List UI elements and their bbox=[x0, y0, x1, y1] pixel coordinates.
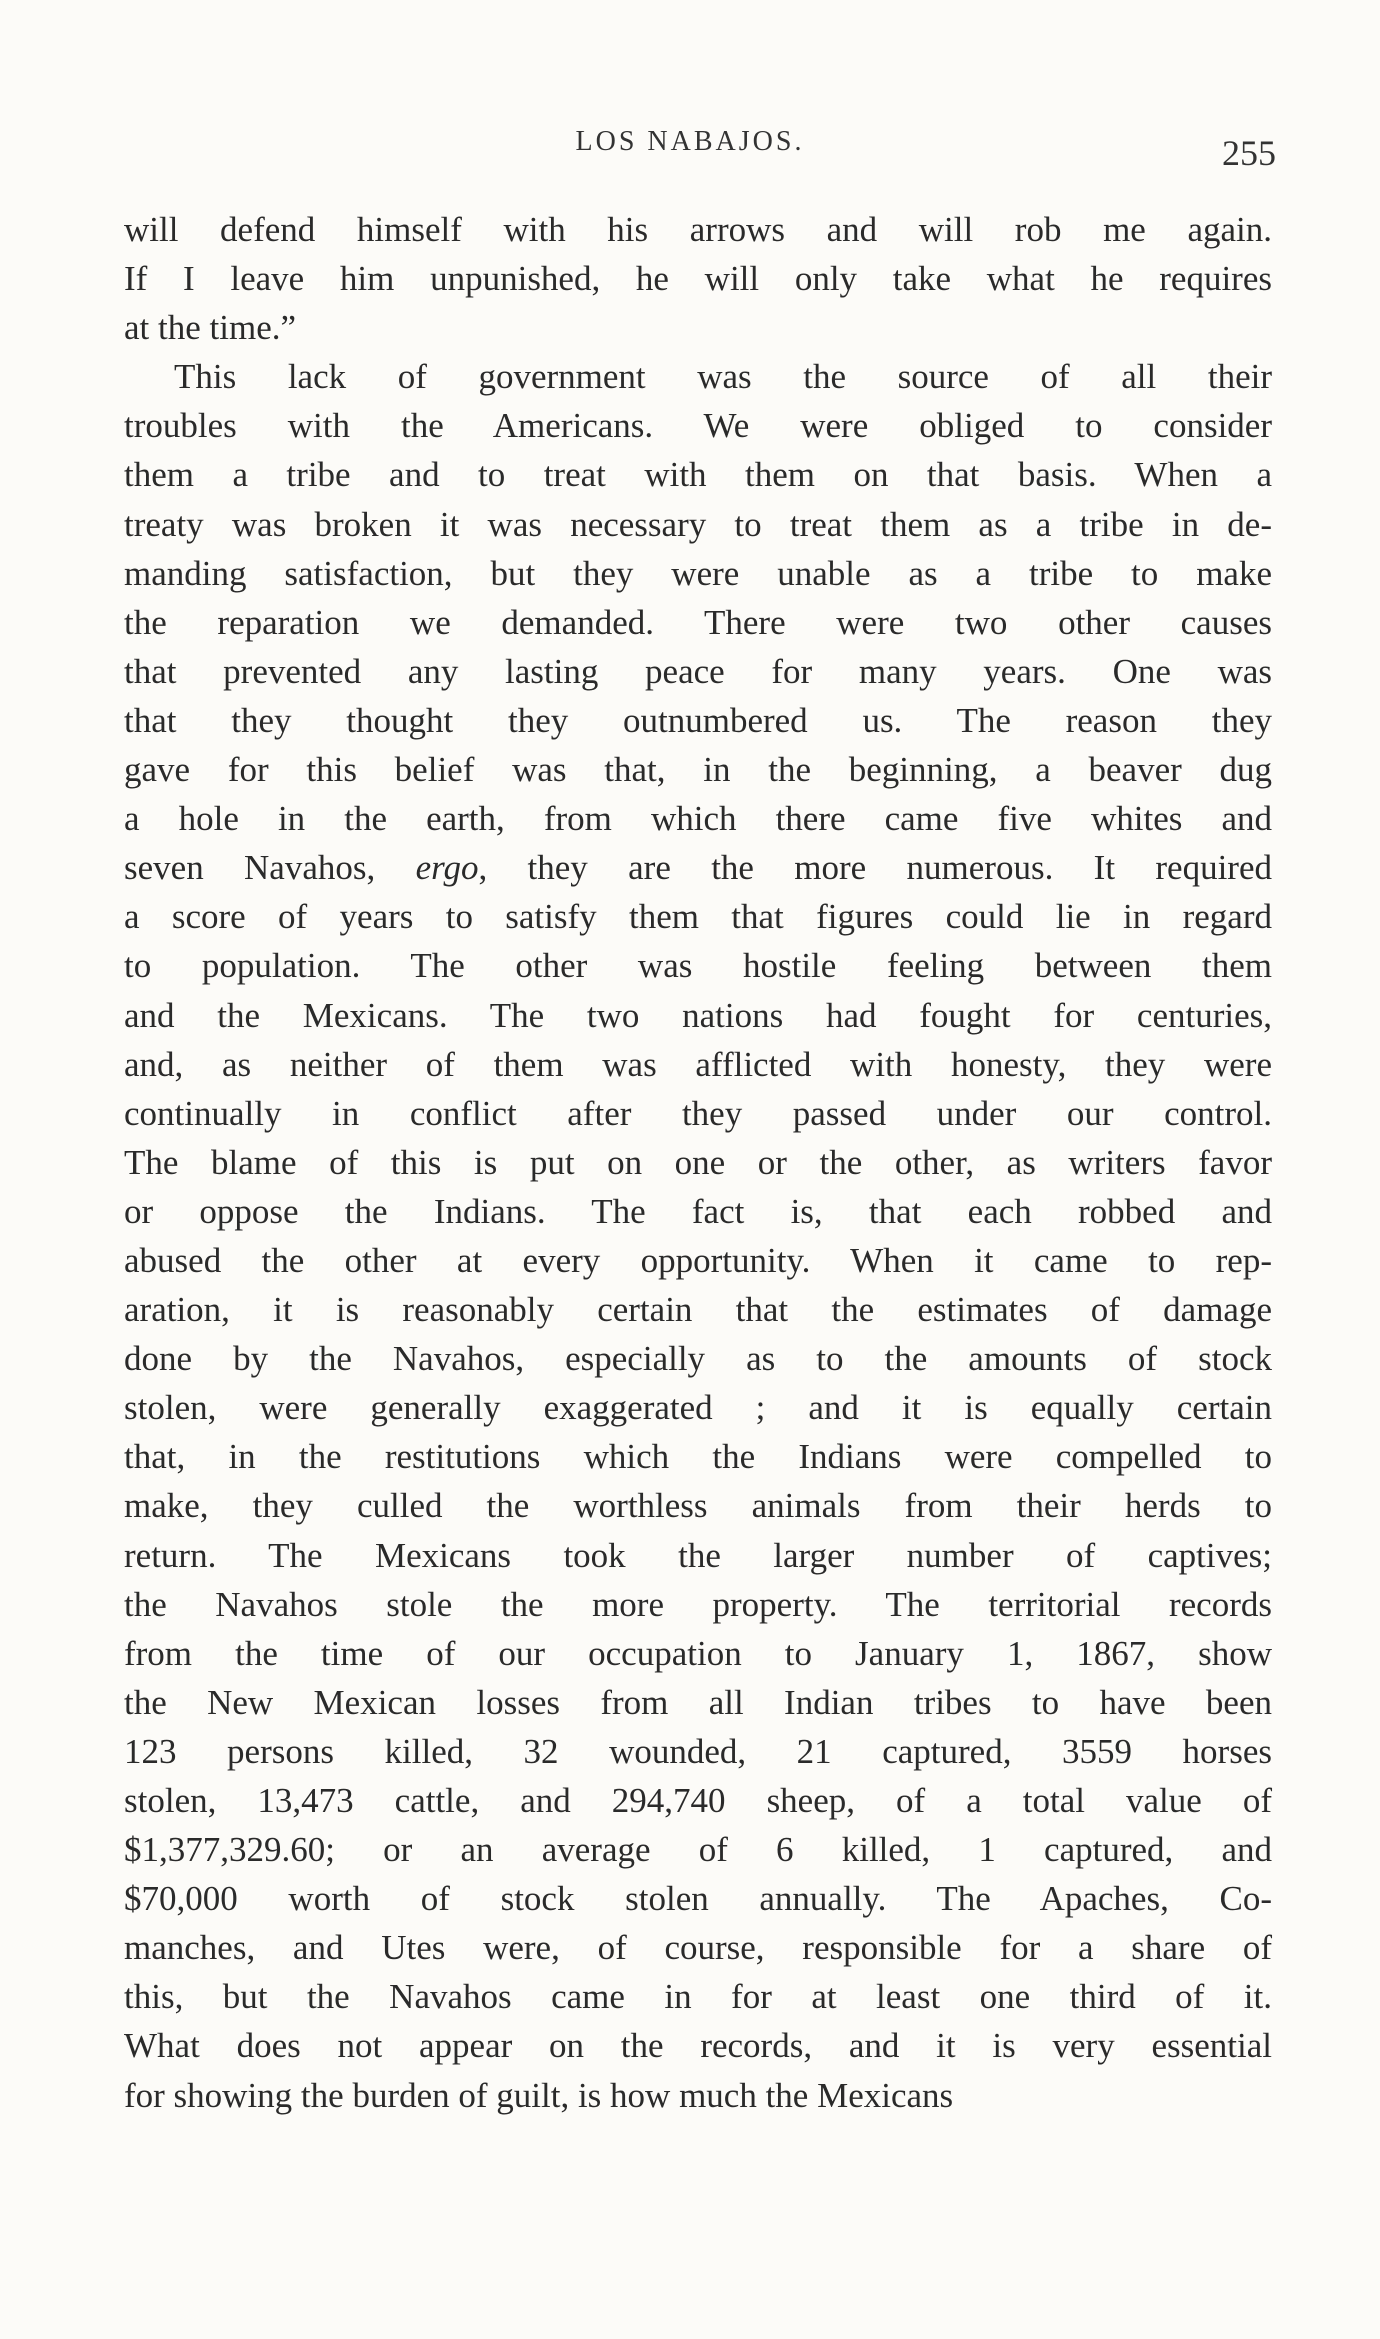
text-line: the New Mexican losses from all Indian tribes to have been bbox=[124, 1682, 1272, 1722]
running-head bbox=[0, 126, 1380, 173]
text-line: and, as neither of them was afflicted with honesty, they were bbox=[124, 1044, 1272, 1084]
text-line: The blame of this is put on one or the other, as writers favor bbox=[124, 1142, 1272, 1182]
text-line: them a tribe and to treat with them on that basis. When a bbox=[124, 455, 1272, 495]
text-line: this, but the Navahos came in for at least one third of it. bbox=[124, 1977, 1272, 2017]
text-line: that, in the restitutions which the Indians were compelled to bbox=[124, 1437, 1272, 1477]
text-line: $70,000 worth of stock stolen annually. The Apaches, Co- bbox=[124, 1879, 1272, 1919]
body-text bbox=[124, 205, 1272, 2120]
text-line: the reparation we demanded. There were two other causes bbox=[124, 602, 1272, 642]
text-line: that prevented any lasting peace for many years. One was bbox=[124, 651, 1272, 691]
text-line: a score of years to satisfy them that figures could lie in regard bbox=[124, 897, 1272, 937]
text-line: aration, it is reasonably certain that the estimates of damage bbox=[124, 1290, 1272, 1330]
text-line: done by the Navahos, especially as to the amounts of stock bbox=[124, 1339, 1272, 1379]
text-line: for showing the burden of guilt, is how much the Mexicans bbox=[124, 2075, 954, 2115]
text-line: stolen, were generally exaggerated ; and it is equally certain bbox=[124, 1388, 1272, 1428]
text-line: This lack of government was the source of all their bbox=[174, 357, 1272, 397]
page-number: 255 bbox=[1222, 133, 1276, 173]
text-line: If I leave him unpunished, he will only take what he requires bbox=[124, 259, 1272, 299]
text-line: return. The Mexicans took the larger number of captives; bbox=[124, 1535, 1272, 1575]
text-line: or oppose the Indians. The fact is, that each robbed and bbox=[124, 1191, 1272, 1231]
text-line: treaty was broken it was necessary to treat them as a tribe in de- bbox=[124, 504, 1272, 544]
text-line: and the Mexicans. The two nations had fought for centuries, bbox=[124, 995, 1272, 1035]
text-line: to population. The other was hostile feeling between them bbox=[124, 946, 1272, 986]
text-line: continually in conflict after they passed under our control. bbox=[124, 1093, 1272, 1133]
text-line: a hole in the earth, from which there came five whites and bbox=[124, 799, 1272, 839]
text-line: gave for this belief was that, in the beginning, a beaver dug bbox=[124, 750, 1272, 790]
line-text: , they are the more numerous. It required bbox=[478, 848, 1272, 888]
text-line: make, they culled the worthless animals from their herds to bbox=[124, 1486, 1272, 1526]
text-line: abused the other at every opportunity. When it came to rep- bbox=[124, 1240, 1272, 1280]
text-line: stolen, 13,473 cattle, and 294,740 sheep, of a total value of bbox=[124, 1781, 1272, 1820]
running-title: LOS NABAJOS. bbox=[575, 126, 805, 157]
text-line: troubles with the Americans. We were obliged to consider bbox=[124, 406, 1272, 446]
text-line bbox=[124, 843, 1272, 892]
text-line: will defend himself with his arrows and will rob me again. bbox=[124, 210, 1272, 249]
text-line: 123 persons killed, 32 wounded, 21 captured, 3559 horses bbox=[124, 1731, 1272, 1771]
text-line: What does not appear on the records, and it is very essential bbox=[124, 2026, 1272, 2066]
text-line: $1,377,329.60; or an average of 6 killed, 1 captured, and bbox=[124, 1830, 1272, 1870]
line-text: seven Navahos, bbox=[124, 848, 416, 888]
text-line: manches, and Utes were, of course, responsible for a share of bbox=[124, 1928, 1272, 1968]
text-line: manding satisfaction, but they were unable as a tribe to make bbox=[124, 553, 1272, 593]
text-line: that they thought they outnumbered us. The reason they bbox=[124, 700, 1272, 740]
italic-word: ergo bbox=[415, 848, 479, 888]
text-line: the Navahos stole the more property. The territorial records bbox=[124, 1584, 1272, 1624]
text-line: at the time.” bbox=[124, 308, 297, 348]
text-line: from the time of our occupation to January 1, 1867, show bbox=[124, 1633, 1272, 1673]
